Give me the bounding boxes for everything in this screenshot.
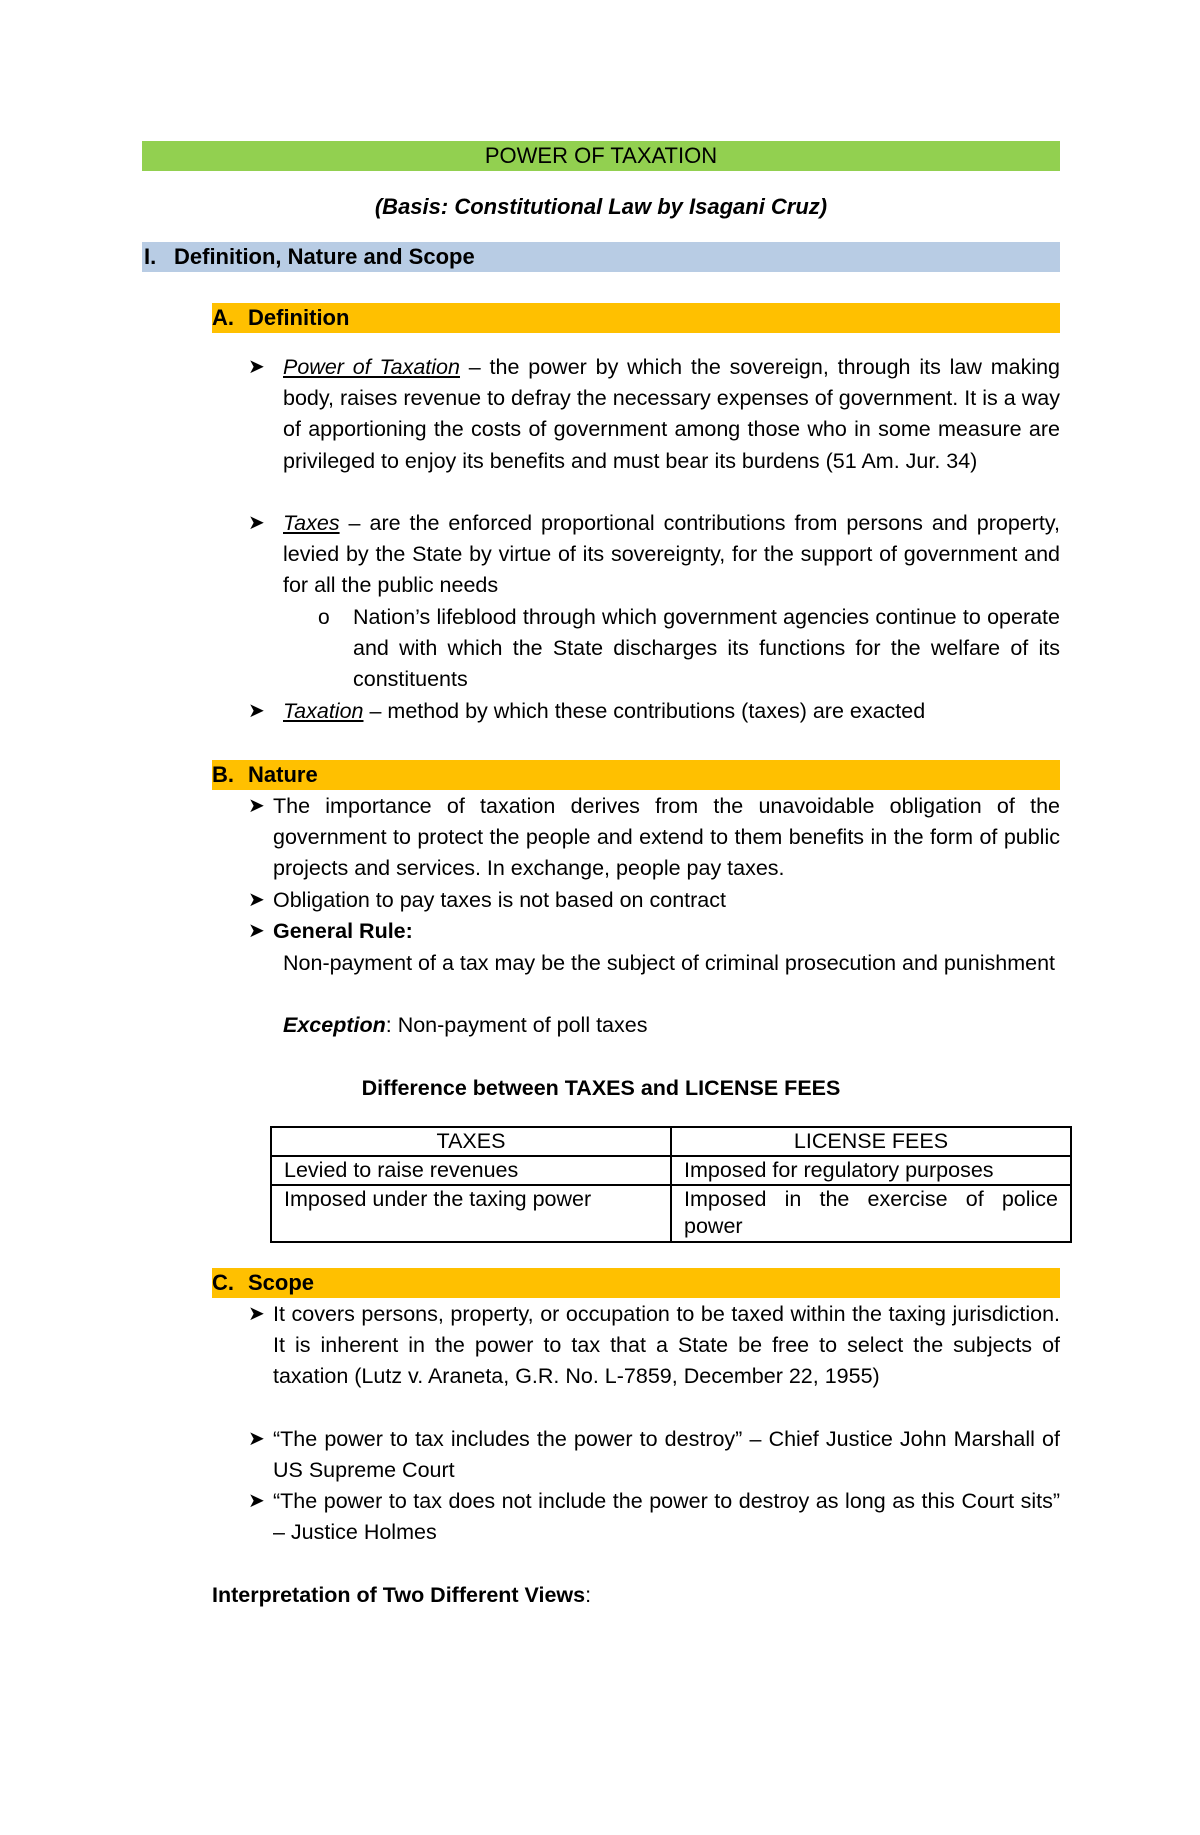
definition-text: – the power by which the sovereign, through its law making body, raises revenue to defray the necessary expenses of government. It is a way of apportioning the costs of government among those who in some measure are privileged to enjoy its benefits and must bear its burdens (51 Am. Jur. 34) [283,355,1061,473]
subheading-nature [212,760,1060,790]
column-header-license-fees: LICENSE FEES [671,1127,1071,1156]
arrow-bullet-icon: ➤ [248,1303,265,1325]
arrow-bullet-icon: ➤ [248,512,265,534]
difference-heading: Difference between TAXES and LICENSE FEES [361,1076,841,1100]
table-cell: Levied to raise revenues [271,1156,671,1185]
definition-item [283,352,1060,477]
column-header-taxes: TAXES [271,1127,671,1156]
definition-term: Taxes [283,511,340,535]
table-cell: Imposed for regulatory purposes [671,1156,1071,1185]
subheading-label: Scope [248,1270,315,1295]
scope-item: “The power to tax does not include the power to destroy as long as this Court sits” – Justice Holmes [273,1489,1060,1545]
arrow-bullet-icon: ➤ [248,889,265,911]
definition-item [283,696,1060,727]
subheading-label: Definition [248,305,350,330]
subheading-definition [212,303,1060,333]
definition-text: – are the enforced proportional contributions from persons and property, levied by the State by virtue of its sovereignty, for the support of government and for all the public needs [283,511,1060,598]
definition-item [283,508,1060,602]
exception-label: Exception [283,1013,386,1037]
table-header-row [271,1127,1071,1156]
arrow-bullet-icon: ➤ [248,1490,265,1512]
nature-item: The importance of taxation derives from the unavoidable obligation of the government to protect the people and extend to them benefits in the form of public projects and services. In exchange, people pay taxes. [273,794,1060,881]
section-heading-definition-nature-scope [142,242,1060,272]
arrow-bullet-icon: ➤ [248,1428,265,1450]
subheading-label: Nature [248,762,318,787]
section-number: I. [144,244,157,269]
definition-term: Taxation [283,699,364,723]
document-title: POWER OF TAXATION [142,141,1060,171]
arrow-bullet-icon: ➤ [248,920,265,942]
scope-item: “The power to tax includes the power to destroy” – Chief Justice John Marshall of US Supreme Court [273,1427,1060,1483]
definition-term: Power of Taxation [283,355,460,379]
arrow-bullet-icon: ➤ [248,795,265,817]
exception-text: : Non-payment of poll taxes [385,1013,648,1037]
table-cell: Imposed under the taxing power [271,1185,671,1242]
subheading-letter: C. [212,1270,234,1295]
table-cell: Imposed in the exercise of police power [671,1185,1071,1242]
general-rule-label: General Rule: [273,919,413,943]
scope-item: It covers persons, property, or occupation to be taxed within the taxing jurisdiction. It is inherent in the power to tax that a State be free to select the subjects of taxation (Lutz v. Araneta, G.R. No. L-7859, December 22, 1955) [273,1302,1060,1389]
arrow-bullet-icon: ➤ [248,356,265,378]
table-row [271,1156,1071,1185]
comparison-table [270,1126,1072,1243]
definition-sub-item: Nation’s lifeblood through which government agencies continue to operate and with which the State discharges its functions for the welfare of its constituents [353,605,1060,692]
document-subtitle: (Basis: Constitutional Law by Isagani Cruz) [374,194,828,219]
subheading-letter: B. [212,762,234,787]
section-label: Definition, Nature and Scope [174,244,475,269]
circle-bullet-icon: o [318,606,330,629]
arrow-bullet-icon: ➤ [248,700,265,722]
subheading-scope [212,1268,1060,1298]
general-rule-text: Non-payment of a tax may be the subject of criminal prosecution and punishment [283,951,1056,975]
exception-line [283,1010,1060,1041]
subheading-letter: A. [212,305,234,330]
interpretation-suffix: : [585,1583,592,1607]
definition-text: – method by which these contributions (taxes) are exacted [363,699,926,723]
interpretation-heading [212,1580,1060,1611]
nature-item: Obligation to pay taxes is not based on contract [273,888,726,912]
table-row [271,1185,1071,1242]
interpretation-label: Interpretation of Two Different Views [212,1583,586,1607]
